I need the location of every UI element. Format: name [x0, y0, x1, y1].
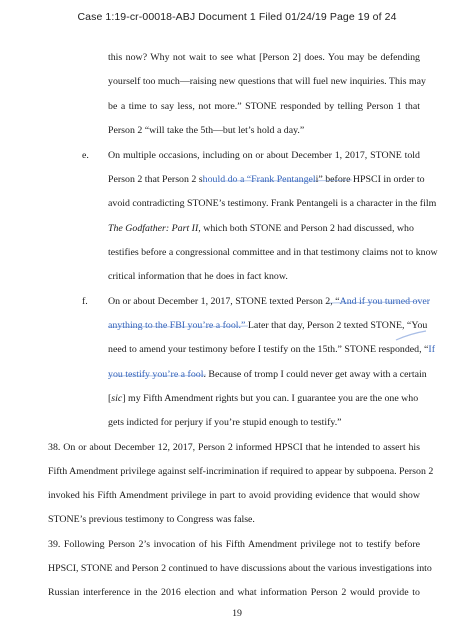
- page-number: 19: [232, 608, 242, 619]
- item-e-line-1: On multiple occasions, including on or about December 1, 2017, STONE told: [108, 150, 420, 161]
- highlight-stroke: [396, 331, 426, 340]
- item-e-marker: e.: [82, 150, 89, 161]
- para-39-line-2: HPSCI, STONE and Person 2 continued to have discussions about the various investigations into: [48, 563, 432, 574]
- item-e-line-4: The Godfather: Part II, which both STONE and Person 2 had discussed, who: [108, 223, 414, 234]
- para-39-line-3: Russian interference in the 2016 election and what information Person 2 would provide to: [48, 587, 420, 598]
- para-38-line-3: invoked his Fifth Amendment privilege in part to avoid providing evidence that would show: [48, 490, 420, 501]
- para-top-line-1: this now? Why not wait to see what [Person 2] does. You may be defending: [108, 52, 420, 63]
- item-e-line-2: Person 2 that Person 2 should do a “Frank Pentangeli” before HPSCI in order to: [108, 174, 425, 185]
- para-38-line-2: Fifth Amendment privilege against self-incrimination if required to appear by subpoena. Person 2: [48, 466, 434, 477]
- highlighted-text: anything to the FBI you’re a fool.”: [108, 320, 246, 331]
- item-f-marker: f.: [82, 296, 88, 307]
- highlighted-text: hould do a “Frank Pentangel: [202, 174, 316, 185]
- para-top-line-4: Person 2 “will take the 5th—but let’s hold a day.”: [108, 125, 305, 136]
- highlighted-text: And if you turned over: [339, 296, 431, 307]
- highlighted-text: you testify you’re a fool: [108, 369, 204, 380]
- para-top-line-3: be a time to say less, not more.” STONE responded by telling Person 1 that: [108, 101, 420, 112]
- item-f-line-2: anything to the FBI you’re a fool.” Later that day, Person 2 texted STONE, “You: [108, 320, 428, 331]
- case-header: Case 1:19-cr-00018-ABJ Document 1 Filed 01/24/19 Page 19 of 24: [77, 11, 397, 23]
- highlighted-text: If: [428, 344, 435, 355]
- item-f-line-3: need to amend your testimony before I testify on the 15th.” STONE responded, “If: [108, 344, 435, 355]
- item-e-line-6: critical information that he does in fact know.: [108, 271, 288, 282]
- item-f-line-4: you testify you’re a fool. Because of tromp I could never get away with a certain: [108, 369, 427, 380]
- item-f-line-6: gets indicted for perjury if you’re stupid enough to testify.”: [108, 417, 342, 428]
- item-f-line-1: On or about December 1, 2017, STONE texted Person 2, “And if you turned over: [108, 296, 431, 307]
- item-f-line-5: [sic] my Fifth Amendment rights but you can. I guarantee you are the one who: [108, 393, 419, 404]
- item-e-line-5: testifies before a congressional committee and in that testimony claims not to know: [108, 247, 438, 258]
- item-e-line-3: avoid contradicting STONE’s testimony. Frank Pentangeli is a character in the film: [108, 198, 437, 209]
- para-38-line-4: STONE’s previous testimony to Congress was false.: [48, 514, 255, 525]
- para-38-line-1: 38. On or about December 12, 2017, Person 2 informed HPSCI that he intended to assert his: [48, 442, 420, 453]
- para-39-line-1: 39. Following Person 2’s invocation of his Fifth Amendment privilege not to testify before: [48, 539, 420, 550]
- para-top-line-2: yourself too much—raising new questions that will fuel new inquiries. This may: [108, 76, 426, 87]
